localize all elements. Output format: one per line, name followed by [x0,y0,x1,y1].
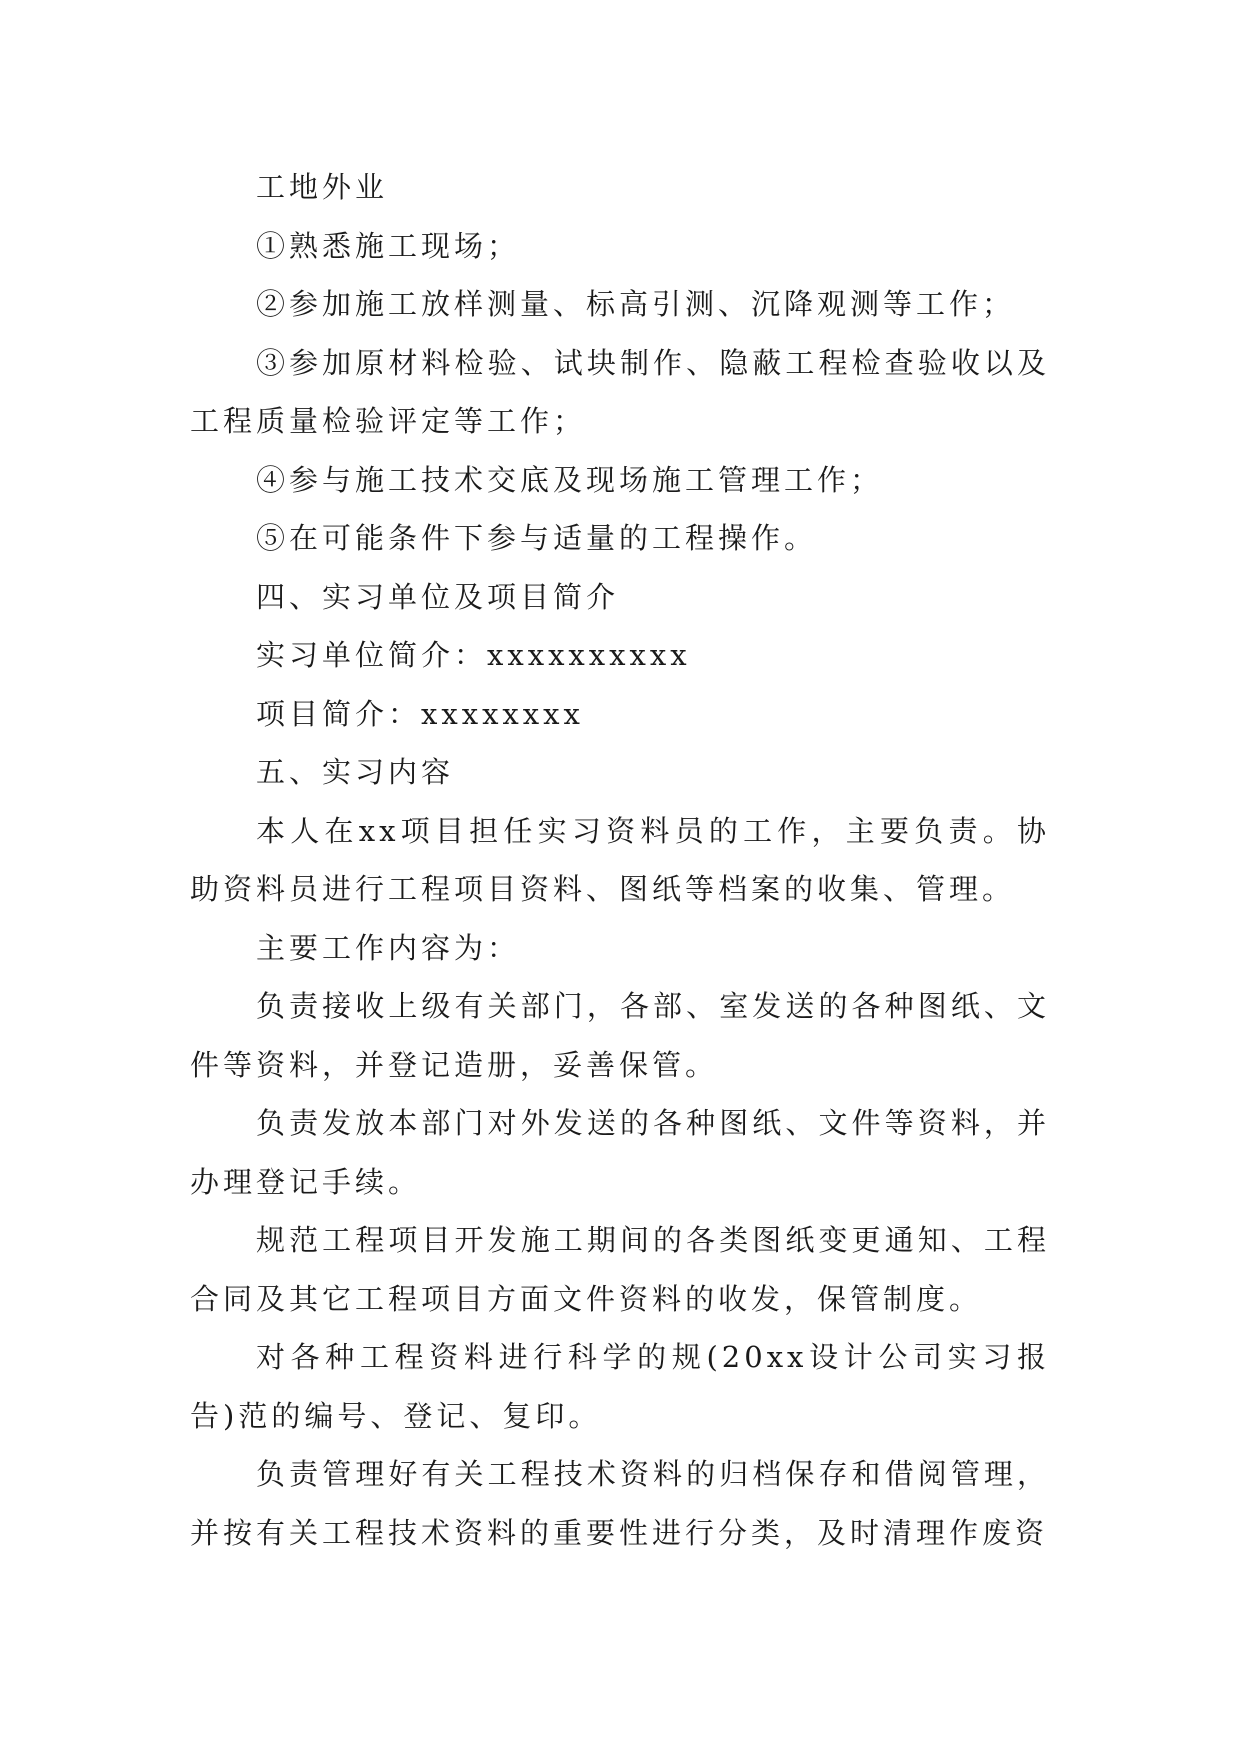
paragraph-item-4: ④参与施工技术交底及现场施工管理工作； [256,462,884,497]
paragraph-company-intro: 实习单位简介：xxxxxxxxxx [256,638,691,672]
paragraph-duty-receive: 负责接收上级有关部门，各部、室发送的各种图纸、文件等资料，并登记造册，妥善保管。 [190,989,1050,1082]
paragraph-duty-archive: 负责管理好有关工程技术资料的归档保存和借阅管理，并按有关工程技术资料的重要性进行分类，及时清理作废资 [190,1457,1050,1550]
paragraph-duty-numbering: 对各种工程资料进行科学的规(20xx设计公司实习报告)范的编号、登记、复印。 [190,1340,1050,1433]
document-body [190,158,1050,1562]
section-heading-4: 四、实习单位及项目简介 [256,579,620,614]
paragraph-item-3: ③参加原材料检验、试块制作、隐蔽工程检查验收以及工程质量检验评定等工作； [190,345,1050,438]
paragraph-item-1: ①熟悉施工现场； [256,228,521,263]
paragraph-role: 本人在xx项目担任实习资料员的工作，主要负责。协助资料员进行工程项目资料、图纸等档案的收集、管理。 [190,813,1050,906]
paragraph-main-work: 主要工作内容为： [256,930,521,965]
paragraph-duty-send: 负责发放本部门对外发送的各种图纸、文件等资料，并办理登记手续。 [190,1106,1050,1199]
paragraph-project-intro: 项目简介：xxxxxxxx [256,696,584,731]
paragraph-item-5: ⑤在可能条件下参与适量的工程操作。 [256,521,818,555]
paragraph-duty-standardize: 规范工程项目开发施工期间的各类图纸变更通知、工程合同及其它工程项目方面文件资料的收发，保管制度。 [190,1223,1050,1316]
paragraph-item-2: ②参加施工放样测量、标高引测、沉降观测等工作； [256,287,1016,321]
section-heading-5: 五、实习内容 [256,755,455,789]
paragraph-site-work-heading: 工地外业 [256,170,389,204]
